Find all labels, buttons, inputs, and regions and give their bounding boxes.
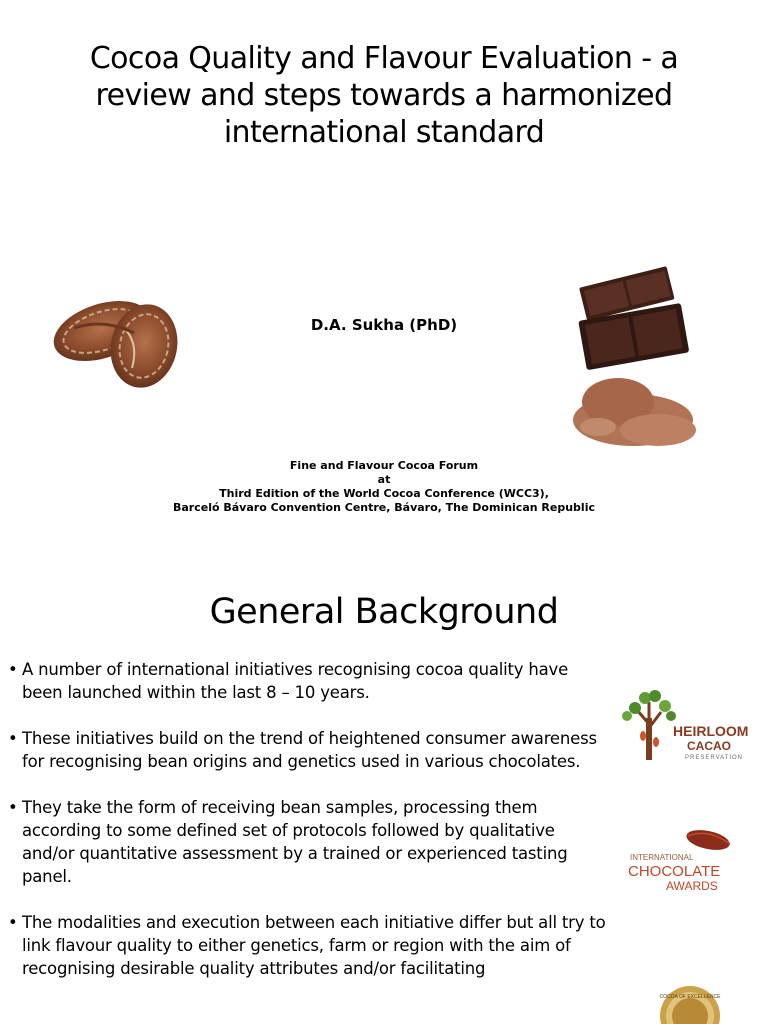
title-line: review and steps towards a harmonized [95,78,673,113]
cocoa-of-excellence-logo [650,976,730,1024]
venue-line: Third Edition of the World Cocoa Conference (WCC3), [219,487,549,500]
background-slide [0,576,768,1024]
cocoa-pod-image [44,288,194,388]
cocoa-pod-icon [685,827,732,854]
venue-info [0,459,768,515]
bullet-text: They take the form of receiving bean samples, processing them according to some defined set of protocols followed by qualitative and/or quantitative assessment by a trained or experienced tasting panel. [22,798,568,886]
logo-text: CHOCOLATE [628,863,721,880]
logo-text: AWARDS [666,879,718,893]
venue-line: Barceló Bávaro Convention Centre, Bávaro, The Dominican Republic [173,501,595,514]
bullet-text: The modalities and execution between each initiative differ but all try to link flavour quality to either genetics, farm or region with the aim of recognising desirable quality attributes and/or facilitating [22,913,606,978]
bullet-dot-icon: • [8,729,18,748]
international-chocolate-awards-logo [626,824,736,894]
bullet-dot-icon: • [8,660,18,679]
logo-text: COCOA OF EXCELLENCE [659,994,721,1000]
title-line: international standard [223,115,545,150]
title-line: Cocoa Quality and Flavour Evaluation - a [89,41,679,76]
heirloom-cacao-logo [615,684,755,764]
slide-title: General Background [209,592,559,632]
bullet-text: A number of international initiatives recognising cocoa quality have been launched within the last 8 – 10 years. [22,660,569,702]
logo-text: INTERNATIONAL [630,853,694,862]
author-name: D.A. Sukha (PhD) [310,316,458,334]
chocolate-and-cocoa-powder-image [518,262,758,460]
bullet-list [8,658,608,1003]
bullet-dot-icon: • [8,913,18,932]
bullet-text: These initiatives build on the trend of heightened consumer awareness for recognising bean origins and genetics used in various chocolates. [22,729,597,771]
bullet-item [8,658,608,704]
bullet-item [8,727,608,773]
bullet-item [8,796,608,888]
logo-text: HEIRLOOM [673,723,749,739]
venue-line: Fine and Flavour Cocoa Forum [289,459,479,472]
bullet-item [8,911,608,980]
logo-text: PRESERVATION [685,755,744,761]
venue-line: at [377,473,391,486]
bullet-dot-icon: • [8,798,18,817]
logo-text: CACAO [687,739,731,753]
tree-icon [622,690,676,760]
presentation-title [40,40,728,151]
